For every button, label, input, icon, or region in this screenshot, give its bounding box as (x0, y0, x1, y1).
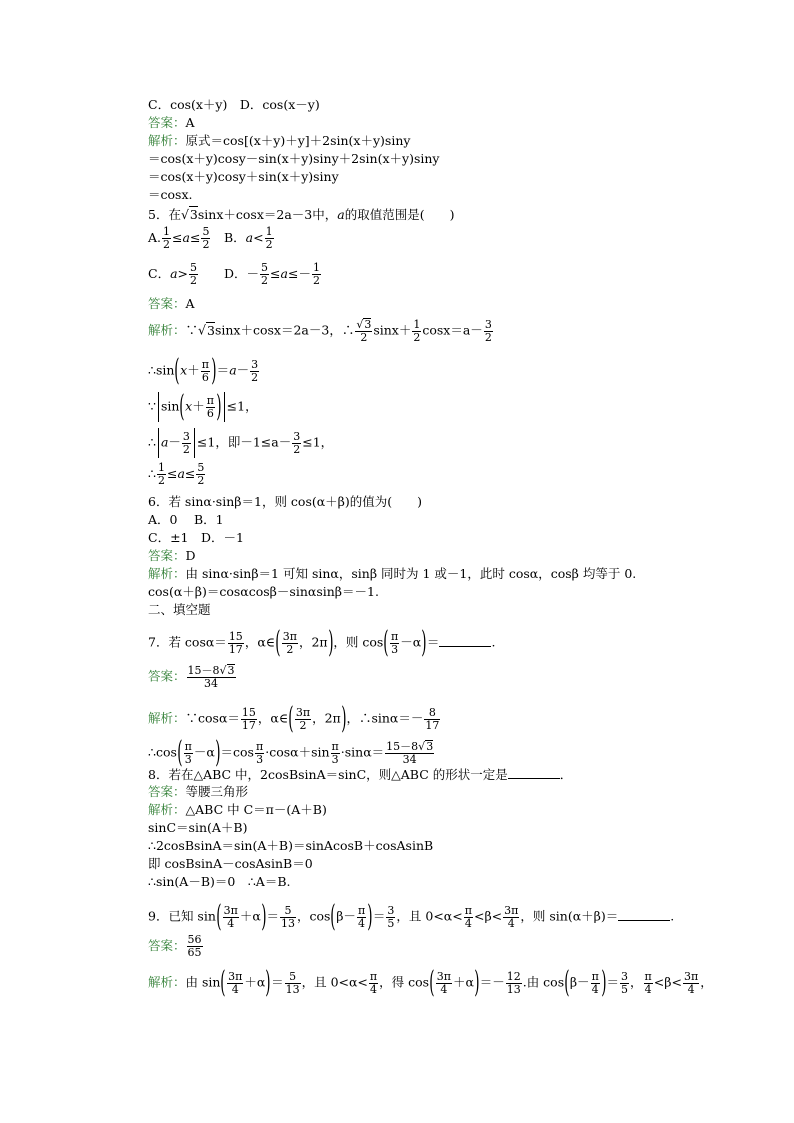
q6-solution-2: cos(α＋β)＝cosαcosβ－sinαsinβ＝－1. (148, 584, 379, 599)
q8-answer-blank (508, 766, 560, 779)
q4-options: C．cos(x＋y) D．cos(x－y) (148, 97, 320, 112)
q9-answer-blank (618, 908, 670, 921)
q5-stem: 5．在√3sinx＋cosx＝2a－3中，a的取值范围是( ) (148, 207, 455, 222)
q5-solution-3: ∵ sin(x＋ $\frac{\pi}{6}$ ) ≤1， (148, 389, 258, 424)
section-two-heading: 二、填空题 (148, 602, 211, 617)
q8-stem: 8．若在△ABC 中，2cosBsinA＝sinC，则△ABC 的形状一定是 ． (148, 767, 573, 782)
q4-solution-4: ＝cosx. (148, 187, 193, 202)
q4-solution-2: ＝cos(x＋y)cosy－sin(x＋y)siny＋2sin(x＋y)siny (148, 151, 440, 166)
q7-stem: 7．若 cosα＝ $\frac{15}{17}$ ，α∈( $\frac{3\pi}{2}$ ，2π)，则 cos( $\frac{\pi}{3}$ －α)＝ . (148, 625, 496, 660)
q5-solution-2: ∴sin(x＋ $\frac{\pi}{6}$ )＝a－ $\frac{3}{2}$ (148, 353, 259, 388)
q5-solution-4: ∴ a－ $\frac{3}{2}$ ≤1，即－1≤a－ $\frac{3}{2}$ ≤1， (148, 428, 333, 458)
q4-answer: 答案：A (148, 115, 195, 130)
q6-options-ab: A．0 B．1 (148, 512, 224, 527)
q6-answer: 答案：D (148, 548, 196, 563)
q4-solution-1: 解析：原式＝cos[(x＋y)＋y]＋2sin(x＋y)siny (148, 133, 411, 148)
q8-solution-5: ∴sin(A－B)＝0 ∴A＝B. (148, 874, 291, 889)
q8-solution-2: sinC＝sin(A＋B) (148, 820, 248, 835)
q8-solution-3: ∴2cosBsinA＝sin(A＋B)＝sinAcosB＋cosAsinB (148, 838, 434, 853)
q6-options-cd: C．±1 D．－1 (148, 530, 244, 545)
q8-solution-1: 解析：△ABC 中 C＝π－(A＋B) (148, 802, 327, 817)
q5-solution-1: 解析：∵√3sinx＋cosx＝2a－3，∴ $\frac{√3}{2}$ sinx＋ $\frac{1}{2}$ cosx＝a－ $\frac{3}{2}$ (148, 317, 492, 344)
q7-solution-1: 解析：∵cosα＝ $\frac{15}{17}$ ，α∈( $\frac{3\pi}{2}$ ，2π)，∴sinα＝－ $\frac{8}{17}$ (148, 701, 440, 736)
q9-answer: 答案： $\frac{56}{65}$ (148, 933, 202, 959)
q8-answer: 答案：等腰三角形 (148, 784, 249, 799)
q5-solution-5: ∴ $\frac{1}{2}$ ≤a≤ $\frac{5}{2}$ (148, 461, 205, 487)
q5-options-ab: A. $\frac{1}{2}$ ≤a≤ $\frac{5}{2}$ B．a< $\frac{1}{2}$ (148, 225, 273, 251)
q6-solution-1: 解析：由 sinα·sinβ＝1 可知 sinα，sinβ 同时为 1 或－1，此时 cosα，cosβ 均等于 0. (148, 566, 637, 581)
q9-stem: 9．已知 sin( $\frac{3\pi}{4}$ ＋α)＝ $\frac{5}{13}$ ，cos(β－ $\frac{\pi}{4}$ )＝ $\frac{3}{5}$ ，且 0<α< $\frac{\pi}{4}$ <β< $\frac{3\pi}{4}$ ，则 sin(α＋β)＝ . (148, 899, 675, 934)
q7-solution-2: ∴cos( $\frac{\pi}{3}$ －α)＝cos $\frac{\pi}{3}$ ·cosα＋sin $\frac{\pi}{3}$ ·sinα＝ $\frac{15-8√3}{34}$ (148, 735, 434, 770)
q6-stem: 6．若 sinα·sinβ＝1，则 cos(α＋β)的值为( ) (148, 494, 423, 509)
q5-answer: 答案：A (148, 296, 195, 311)
q5-options-cd: C．a> $\frac{5}{2}$ D．－ $\frac{5}{2}$ ≤a≤－ $\frac{1}{2}$ (148, 261, 320, 287)
q7-answer: 答案： $\frac{15-8√3}{34}$ (148, 664, 235, 690)
q9-solution-1: 解析：由 sin( $\frac{3\pi}{4}$ ＋α)＝ $\frac{5}{13}$ ，且 0<α< $\frac{\pi}{4}$ ，得 cos( $\frac{3\pi}{4}$ ＋α)＝－ $\frac{12}{13}$ .由 cos(β－ $\frac{\pi}{4}$ )＝ $\frac{3}{5}$ ， $\frac{\pi}{4}$ <β< $\frac{3\pi}{4}$ ， (148, 965, 713, 1000)
q7-answer-blank (439, 634, 491, 647)
q8-solution-4: 即 cosBsinA－cosAsinB＝0 (148, 856, 313, 871)
q4-solution-3: ＝cos(x＋y)cosy＋sin(x＋y)siny (148, 169, 339, 184)
